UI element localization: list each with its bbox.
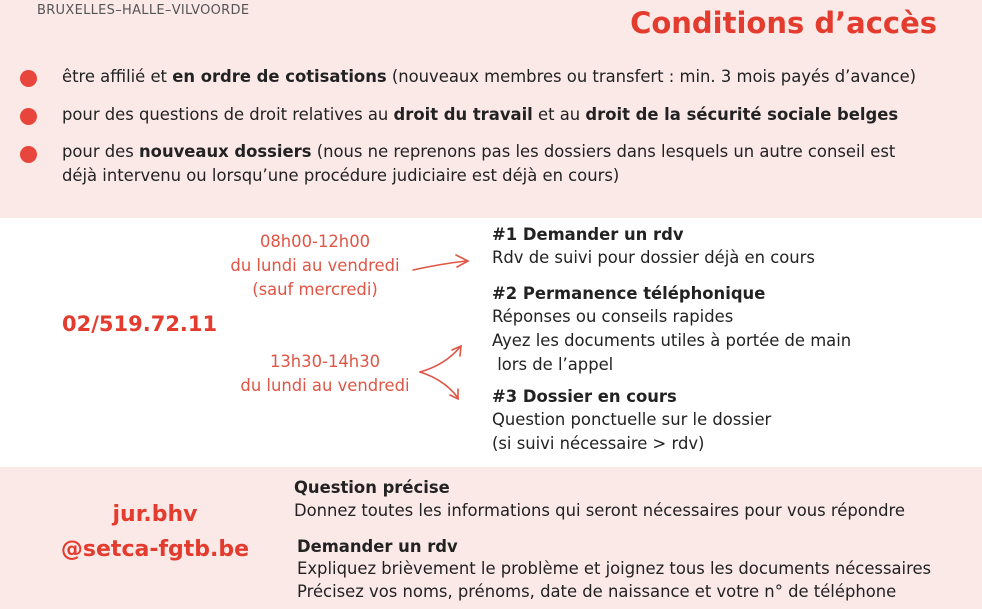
option-1-line: Rdv de suivi pour dossier déjà en cours (492, 248, 815, 267)
option-3-line: Question ponctuelle sur le dossier (492, 410, 772, 429)
option-2-heading: #2 Permanence téléphonique (492, 284, 766, 303)
email-domain[interactable]: @setca-fgtb.be (60, 537, 250, 562)
arrow-right-icon (413, 261, 466, 270)
arrow-up-icon (420, 347, 460, 372)
hours-afternoon: 13h30-14h30 du lundi au vendredi (240, 352, 410, 395)
org-name: BRUXELLES–HALLE–VILVOORDE (37, 3, 250, 18)
option-1-heading: #1 Demander un rdv (492, 225, 684, 244)
option-3-heading: #3 Dossier en cours (492, 387, 677, 406)
email-info-2-line: Précisez vos noms, prénoms, date de naissance et votre n° de téléphone (297, 582, 897, 601)
arrow-down-icon (420, 372, 458, 398)
hours-morning: 08h00-12h00 du lundi au vendredi (sauf mercredi) (230, 232, 400, 299)
phone-number[interactable]: 02/519.72.11 (62, 312, 218, 336)
email-info-2-heading: Demander un rdv (297, 537, 458, 556)
email-info-1-heading: Question précise (294, 478, 450, 497)
option-2-line: lors de l’appel (492, 355, 614, 374)
option-2-line: Ayez les documents utiles à portée de main (492, 331, 852, 350)
email-user[interactable]: jur.bhv (112, 502, 198, 527)
email-info-2-line: Expliquez brièvement le problème et joignez tous les documents nécessaires (297, 559, 932, 578)
condition-1: être affilié et en ordre de cotisations (nouveaux membres ou transfert : min. 3 mois payés d’avance) (62, 67, 917, 86)
option-3-line: (si suivi nécessaire > rdv) (492, 434, 705, 453)
condition-2: pour des questions de droit relatives au droit du travail et au droit de la sécurité sociale belges (62, 105, 899, 124)
page-title: Conditions d’accès (630, 6, 937, 40)
condition-3: pour des nouveaux dossiers (nous ne reprenons pas les dossiers dans lesquels un autre conseil est déjà intervenu ou lorsqu’une procédure judiciaire est déjà en cours) (62, 142, 896, 185)
option-2-line: Réponses ou conseils rapides (492, 307, 734, 326)
email-info-1-line: Donnez toutes les informations qui seront nécessaires pour vous répondre (294, 501, 906, 520)
